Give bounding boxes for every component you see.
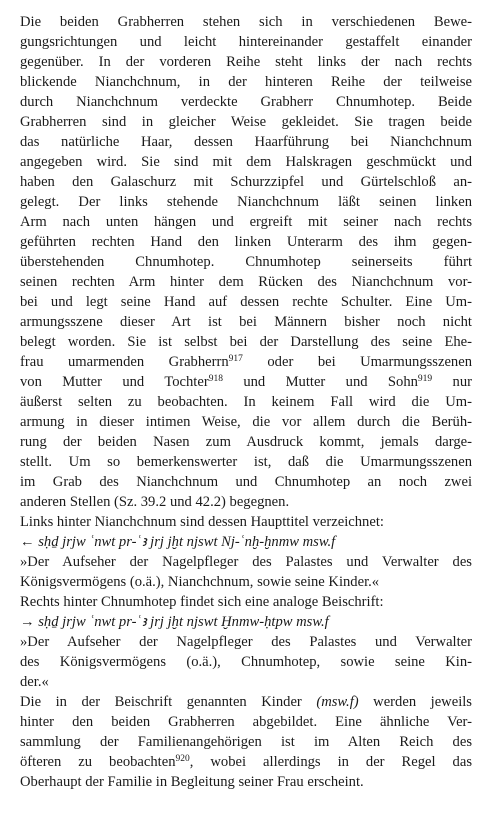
right-arrow-icon: → (20, 614, 35, 630)
footnote-ref[interactable]: 917 (228, 354, 243, 364)
text-line: gegenüber. In der vorderen Reihe steht links der nach rechts (20, 54, 472, 70)
text-segment: werden jeweils (358, 694, 472, 710)
text-line: äußerst selten zu beobachten. In keinem Fall wird die Um- (20, 394, 472, 410)
transliteration-line (20, 532, 472, 552)
inscription-intro: Links hinter Nianchchnum sind dessen Haupttitel verzeichnet: (20, 514, 384, 530)
text-line: Grabherren sind in gleicher Weise gekleidet. Sie tragen beide (20, 114, 472, 130)
transliteration: sḥḏ jrjw ʿnwt pr-ʿꜣ jrj jḫt njswt Ḫnmw-ḥtpw msw.f (38, 614, 329, 630)
footnote-ref[interactable]: 918 (208, 374, 223, 384)
text-segment: von Mutter und Tochter (20, 374, 209, 390)
text-line: Oberhaupt der Familie in Begleitung seiner Frau erscheint. (20, 774, 364, 790)
translation-line: des Königsvermögens (o.ä.), Chnumhotep, sowie seine Kin- (20, 654, 472, 670)
footnote-ref[interactable]: 919 (417, 374, 433, 384)
left-arrow-icon: ← (20, 534, 35, 550)
text-segment: , wobei allerdings in der Regel das (189, 754, 473, 770)
text-line (20, 692, 472, 712)
text-line: armungsszene dieser Art ist bei Männern bisher noch nicht (20, 314, 472, 330)
text-line: stellt. Um so bemerkenswerter ist, daß die Umarmungsszenen (20, 454, 472, 470)
transliteration-inline: (msw.f) (316, 694, 359, 710)
text-line: blickende Nianchchnum, in der hinteren Reihe der teilweise (20, 74, 472, 90)
text-line: überstehenden Chnumhotep. Chnumhotep seinerseits führt (20, 254, 472, 270)
text-line: gelegt. Der links stehende Nianchchnum läßt seinen linken (20, 194, 472, 210)
text-line: geführten rechten Hand den linken Unterarm des ihm gegen- (20, 234, 472, 250)
transliteration: sḥḏ jrjw ʿnwt pr-ʿꜣ jrj jḫt njswt Nj-ʿnḫ-ḫnmw msw.f (38, 534, 336, 550)
text-line: sammlung der Familienangehörigen ist im Alten Reich des (20, 734, 472, 750)
text-line: durch Nianchchnum verdeckte Grabherr Chnumhotep. Beide (20, 94, 472, 110)
text-line: belegt worden. Sie ist selbst bei der Darstellung des seine Ehe- (20, 334, 472, 350)
text-line: hinter den beiden Grabherren abgebildet. Eine ähnliche Ver- (20, 714, 472, 730)
text-line: Die beiden Grabherren stehen sich in verschiedenen Bewe- (20, 14, 472, 30)
text-segment: öfteren zu beobachten (20, 754, 176, 770)
text-line: das natürliche Haar, dessen Haarführung bei Nianchchnum (20, 134, 472, 150)
text-line: gungsrichtungen und leicht hintereinander gestaffelt einander (20, 34, 472, 50)
text-line (20, 352, 472, 372)
translation-line: »Der Aufseher der Nagelpfleger des Palastes und Verwalter des (20, 554, 472, 570)
footnote-ref[interactable]: 920 (175, 754, 190, 764)
text-line: seinen rechten Arm hinter dem Rücken des Nianchchnum vor- (20, 274, 472, 290)
text-line (20, 752, 472, 772)
text-line: anderen Stellen (Sz. 39.2 und 42.2) begegnen. (20, 494, 290, 510)
translation-line: der.« (20, 674, 49, 690)
text-line: Arm nach unten hängen und ergreift mit seiner nach rechts (20, 214, 472, 230)
text-segment: Die in der Beischrift genannten Kinder (20, 694, 317, 710)
text-line: bei und legt seine Hand auf dessen rechte Schulter. Eine Um- (20, 294, 472, 310)
translation-line: »Der Aufseher der Nagelpfleger des Palastes und Verwalter (20, 634, 472, 650)
text-segment: frau umarmenden Grabherrn (20, 354, 229, 370)
text-line: im Grab des Nianchchnum und Chnumhotep an noch zwei (20, 474, 472, 490)
text-segment: und Mutter und Sohn (222, 374, 418, 390)
transliteration-line (20, 612, 472, 632)
text-segment: oder bei Umarmungsszenen (242, 354, 473, 370)
translation-line: Königsvermögens (o.ä.), Nianchchnum, sowie seine Kinder.« (20, 574, 380, 590)
text-line (20, 372, 472, 392)
text-line: rung der beiden Nasen zum Ausdruck kommt, jemals darge- (20, 434, 472, 450)
text-line: armung in dieser intimen Weise, die vor allem durch die Berüh- (20, 414, 472, 430)
text-segment: nur (432, 374, 472, 390)
text-line: angegeben wird. Sie sind mit dem Halskragen geschmückt und (20, 154, 472, 170)
inscription-intro: Rechts hinter Chnumhotep findet sich eine analoge Beischrift: (20, 594, 384, 610)
text-line: haben den Galaschurz mit Schurzzipfel und Gürtelschloß an- (20, 174, 472, 190)
